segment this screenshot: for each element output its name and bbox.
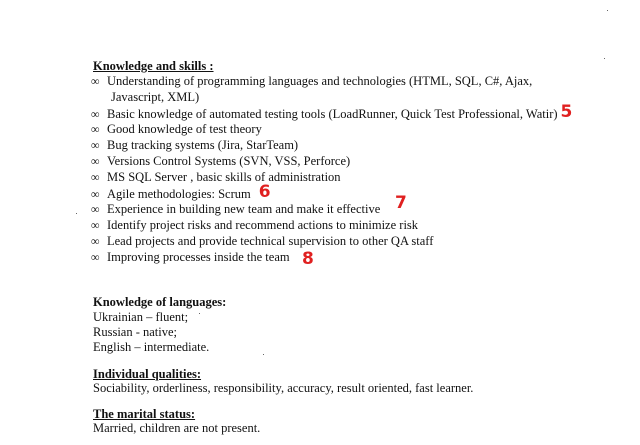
infinity-bullet-icon: ∞ — [91, 170, 100, 184]
list-item-text: MS SQL Server , basic skills of administration — [107, 170, 341, 184]
annotation-mark-5: 5 — [560, 102, 573, 122]
list-item-text: Basic knowledge of automated testing tools (LoadRunner, Quick Test Professional, Watir) — [107, 107, 558, 121]
list-item — [91, 102, 573, 122]
list-item-continuation: Javascript, XML) — [111, 90, 200, 104]
infinity-bullet-icon: ∞ — [91, 122, 100, 136]
annotation-mark-8: 8 — [302, 249, 314, 269]
list-item-text: Identify project risks and recommend actions to minimize risk — [107, 218, 419, 232]
list-item-text: Experience in building new team and make it effective — [107, 202, 381, 216]
infinity-bullet-icon: ∞ — [91, 202, 100, 216]
list-item-text: Good knowledge of test theory — [107, 122, 262, 136]
scan-speck — [76, 213, 77, 214]
list-item — [91, 250, 290, 265]
list-item — [91, 182, 271, 202]
list-item-text: Versions Control Systems (SVN, VSS, Perforce) — [107, 154, 351, 168]
list-item-text: Agile methodologies: Scrum — [107, 187, 251, 201]
scan-speck — [607, 10, 608, 11]
language-line: Ukrainian – fluent; — [93, 310, 189, 324]
list-item — [91, 74, 532, 89]
infinity-bullet-icon: ∞ — [91, 138, 100, 152]
scan-speck — [604, 58, 605, 59]
infinity-bullet-icon: ∞ — [91, 187, 100, 201]
list-item-text: Understanding of programming languages and technologies (HTML, SQL, C#, Ajax, — [107, 74, 533, 88]
infinity-bullet-icon: ∞ — [91, 154, 100, 168]
knowledge-heading: Knowledge and skills : — [93, 59, 214, 73]
qualities-heading: Individual qualities: — [93, 367, 202, 381]
list-item-text: Lead projects and provide technical supervision to other QA staff — [107, 234, 434, 248]
infinity-bullet-icon: ∞ — [91, 107, 100, 121]
list-item-text: Improving processes inside the team — [107, 250, 290, 264]
infinity-bullet-icon: ∞ — [91, 218, 100, 232]
infinity-bullet-icon: ∞ — [91, 74, 100, 88]
list-item — [91, 170, 341, 185]
infinity-bullet-icon: ∞ — [91, 250, 100, 264]
language-line: English – intermediate. — [93, 340, 210, 354]
annotation-mark-6: 6 — [258, 182, 271, 202]
infinity-bullet-icon: ∞ — [91, 234, 100, 248]
list-item — [91, 218, 418, 233]
marital-text: Married, children are not present. — [93, 421, 261, 435]
list-item — [91, 234, 433, 249]
list-item — [91, 138, 298, 153]
marital-heading: The marital status: — [93, 407, 196, 421]
list-item — [91, 202, 380, 217]
scan-speck — [263, 354, 264, 355]
scan-speck — [199, 313, 200, 314]
annotation-mark-7: 7 — [395, 193, 407, 213]
language-line: Russian - native; — [93, 325, 178, 339]
list-item-text: Bug tracking systems (Jira, StarTeam) — [107, 138, 299, 152]
qualities-text: Sociability, orderliness, responsibility, accuracy, result oriented, fast learner. — [93, 381, 474, 395]
list-item — [91, 154, 350, 169]
languages-heading: Knowledge of languages: — [93, 295, 227, 309]
list-item — [91, 122, 262, 137]
